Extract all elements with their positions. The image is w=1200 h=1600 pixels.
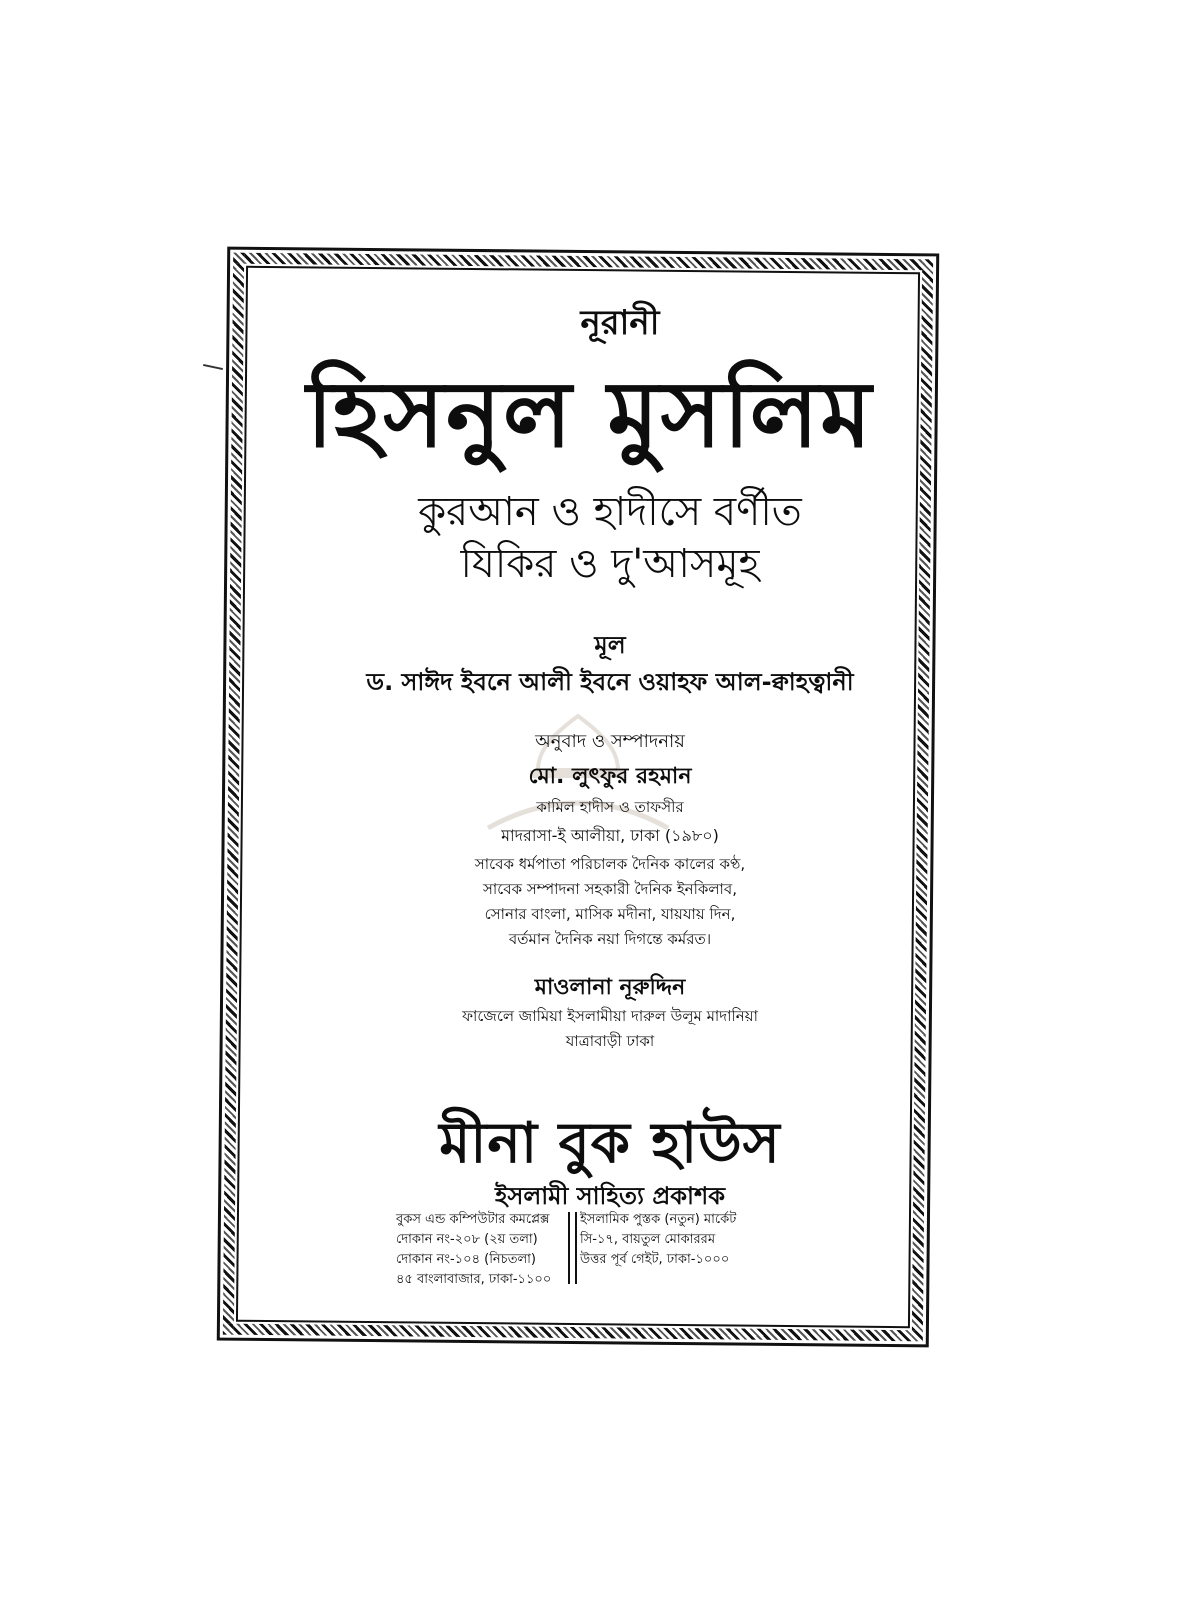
translator-1-credential: কামিল হাদীস ও তাফসীর bbox=[536, 798, 684, 816]
address-line: সি-১৭, বায়তুল মোকাররম bbox=[580, 1232, 716, 1247]
translator-2-credential: ফাজেলে জামিয়া ইসলামীয়া দারুল উলূম মাদানিয়া bbox=[462, 1007, 758, 1025]
address-line: দোকান নং-২০৮ (২য় তলা) bbox=[396, 1232, 538, 1247]
original-author: ড. সাঈদ ইবনে আলী ইবনে ওয়াহফ আল-ক্বাহত্বানী bbox=[366, 668, 854, 696]
address-line: দোকান নং-১০৪ (নিচতলা) bbox=[396, 1252, 536, 1267]
original-label: মূল bbox=[594, 631, 626, 659]
address-line: বুকস এন্ড কম্পিউটার কমপ্লেক্স bbox=[396, 1212, 550, 1227]
address-block-left bbox=[396, 1210, 566, 1290]
title-prefix: নূরানী bbox=[580, 303, 660, 343]
translator-1-credential: সাবেক সম্পাদনা সহকারী দৈনিক ইনকিলাব, bbox=[482, 880, 738, 898]
address-line: ইসলামিক পুস্তক (নতুন) মার্কেট bbox=[580, 1212, 737, 1227]
translator-2-credential: যাত্রাবাড়ী ঢাকা bbox=[565, 1032, 655, 1050]
address-divider bbox=[568, 1212, 577, 1284]
translator-1-credential: বর্তমান দৈনিক নয়া দিগন্তে কর্মরত। bbox=[508, 930, 712, 948]
translator-2-name: মাওলানা নূরুদ্দিন bbox=[534, 975, 686, 1000]
publisher-name: মীনা বুক হাউস bbox=[439, 1111, 781, 1176]
translator-1-credential: সাবেক ধর্মপাতা পরিচালক দৈনিক কালের কণ্ঠ, bbox=[474, 855, 746, 873]
translator-1-credential: সোনার বাংলা, মাসিক মদীনা, যায়যায় দিন, bbox=[484, 905, 736, 923]
translator-1-credential: মাদরাসা-ই আলীয়া, ঢাকা (১৯৮০) bbox=[501, 826, 719, 845]
translation-label: অনুবাদ ও সম্পাদনায় bbox=[535, 731, 685, 752]
subtitle-line-1: কুরআন ও হাদীসে বর্ণীত bbox=[418, 489, 802, 535]
book-title: হিসনুল মুসলিম bbox=[306, 361, 874, 468]
publisher-tagline: ইসলামী সাহিত্য প্রকাশক bbox=[495, 1182, 725, 1210]
address-block-right bbox=[580, 1210, 756, 1270]
translator-1-name: মো. লুৎফুর রহমান bbox=[528, 764, 692, 789]
address-line: উত্তর পূর্ব গেইট, ঢাকা-১০০০ bbox=[580, 1252, 730, 1267]
publisher-addresses bbox=[396, 1210, 756, 1290]
subtitle-line-2: যিকির ও দু'আসমূহ bbox=[460, 541, 760, 587]
address-line: ৪৫ বাংলাবাজার, ঢাকা-১১০০ bbox=[396, 1272, 552, 1287]
